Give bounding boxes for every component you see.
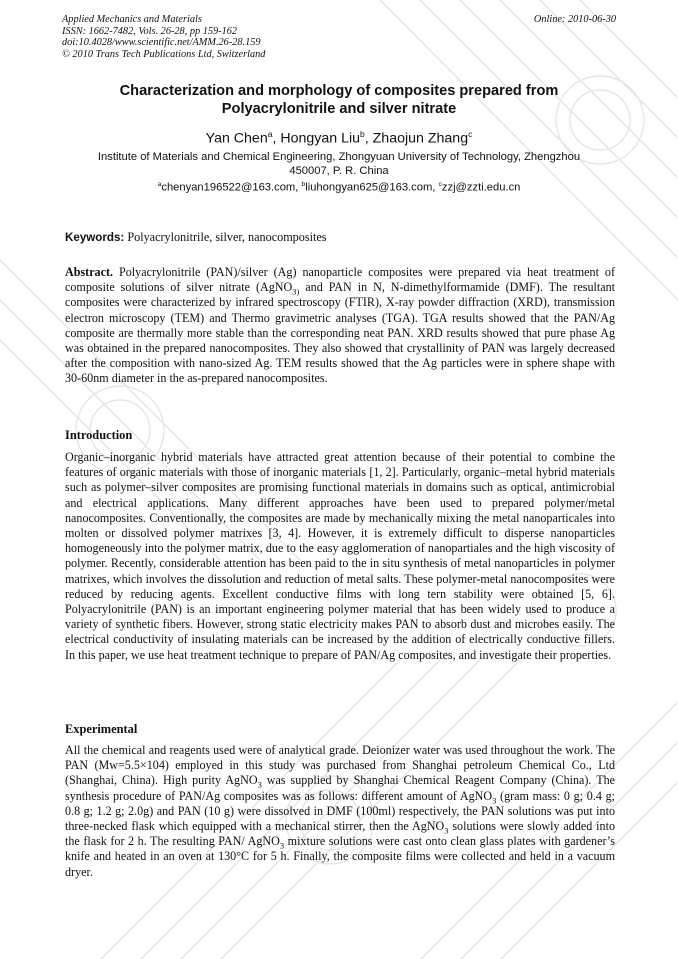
subscript: 3 [257, 779, 262, 790]
title-line-2: Polyacrylonitrile and silver nitrate [221, 100, 457, 117]
experimental-text-part: mixture solutions were cast onto clean glass plates with gardener’s knife and heated in an oven at 130°C for 5 h. Finally, the composite films were collected and held in a vacuum dryer. [65, 834, 615, 879]
author-mark: c [468, 129, 473, 139]
abstract-paragraph [65, 265, 615, 387]
email-list: $^a$chenyan196522@163.com, $^b$liuhongyan625@163.com, $^c$zzj@zzti.edu.cn [157, 181, 521, 194]
abstract-text-part: Polyacrylonitrile (PAN)/silver (Ag) nanoparticle composites were prepared via heat treatment of composite solutions of silver nitrate (AgNO [65, 265, 615, 295]
keywords-text: Polyacrylonitrile, silver, nanocomposites [127, 230, 327, 244]
abstract-label: Abstract. [65, 265, 114, 279]
email-mark: c [438, 181, 442, 188]
subscript: 3 [444, 825, 449, 836]
email-address: liuhongyan625@163.com [305, 181, 433, 194]
introduction-paragraph: Organic–inorganic hybrid materials have attracted great attention because of their potential to combine the features of organic materials with those of inorganic materials [1, 2]. Particularly, organic–metal hybrid materials such as polymer–silver composites are promising functional materials in domains such as optical, antimicrobial and electrical applications. Many different approaches have been used to prepared polymer/metal nanocomposites. Conventionally, the composites are made by mechanically mixing the metal nanoparticales into molten or dissolved polymer matrixes [3, 4]. However, it is extremely difficult to disperse nanoparticles homogeneously into the polymer matrix, due to the easy agglomeration of nanopartiales and the high viscosity of polymer. Recently, considerable attention has been paid to the in situ synthesis of metal nanoparticles in polymer matrixes, which involves the dissolution and reduction of metal salts. These polymer-metal nanocomposites were reduced by reducing agents. Excellent conductive films with long tern stability were obtained [5, 6]. Polyacrylonitrile (PAN) is an important engineering polymer material that has been widely used to produce a variety of synthetic fibers. However, strong static electricity makes PAN to absorb dust and microbes easily. The electrical conductivity of insulating materials can be increased by the addition of electrically conductive fillers. In this paper, we use heat treatment technique to prepare of PAN/Ag composites, and investigate their properties. [65, 450, 615, 662]
email-address: zzj@zzti.edu.cn [441, 181, 521, 194]
experimental-text-part: All the chemical and reagents used were of analytical grade. Deionizer water was used throughout the work. The PAN (Mw=5.5×104) employed in this study was purchased from Shanghai petroleum Chemical Co., Ltd (Shanghai, China). High purity AgNO [65, 743, 615, 788]
experimental-text-part: solutions were slowly added into the flask for 2 h. The resulting PAN/ AgNO [65, 819, 615, 849]
introduction-heading: Introduction [65, 428, 133, 442]
affiliation-line-1: Institute of Materials and Chemical Engineering, Zhongyuan University of Technology, Zhengzhou [97, 151, 581, 163]
journal-name: Applied Mechanics and Materials [62, 14, 202, 25]
author-name: Zhaojun Zhang [372, 130, 469, 147]
experimental-text-part: (gram mass: 0 g; 0.4 g; 0.8 g; 1.2 g; 2.0g) and PAN (10 g) were dissolved in DMF (100ml) respectively, the PAN solutions was put into three-necked flask which equipped with a mechanical stirrer, then the AgNO [65, 788, 615, 834]
author-name: Hongyan Liu [280, 130, 361, 147]
subscript: 3 [492, 795, 497, 806]
paper-title [50, 83, 628, 118]
doi-line: doi:10.4028/www.scientific.net/AMM.26-28.159 [62, 37, 261, 48]
author-mark: a [267, 129, 273, 139]
journal-meta [62, 14, 265, 60]
online-date: Online: 2010-06-30 [533, 14, 616, 25]
experimental-heading: Experimental [65, 722, 138, 736]
experimental-text-part: was supplied by Shanghai Chemical Reagent Company (China). The synthesis procedure of PAN/Ag composites was as follows: different amount of AgNO [65, 773, 616, 803]
affiliation [60, 151, 618, 178]
author-name: Yan Chen [205, 130, 268, 147]
title-line-1: Characterization and morphology of composites prepared from [119, 83, 559, 99]
keywords-label: Keywords: [65, 231, 125, 244]
author-mark: b [360, 129, 365, 139]
affiliation-line-2: 450007, P. R. China [289, 164, 389, 177]
subscript: 3 [279, 840, 285, 851]
email-mark: a [157, 181, 162, 188]
abstract-text-part: and PAN in N, N-dimethylformamide (DMF). The resultant composites were characterized by infrared spectroscopy (FTIR), X-ray powder diffraction (XRD), transmission electron microscopy (TEM) and Thermo gravimetric analyses (TGA). TGA results showed that the PAN/Ag composite are thermally more stable than the corresponding neat PAN. XRD results showed that pure phase Ag was obtained in the prepared nanocomposites. They also showed that crystallinity of PAN was largely decreased after the composition with nano-sized Ag. TEM results showed that the Ag particles were in sphere shape with 30-60nm diameter in the as-prepared nanocomposites. [65, 280, 615, 386]
email-mark: b [301, 181, 306, 188]
email-address: chenyan196522@163.com [161, 181, 296, 194]
copyright-line: © 2010 Trans Tech Publications Ltd, Switzerland [62, 48, 266, 60]
keywords-section [65, 230, 615, 245]
subscript: 3) [292, 286, 300, 297]
experimental-paragraph [65, 743, 615, 880]
issn-line: ISSN: 1662-7482, Vols. 26-28, pp 159-162 [62, 25, 238, 37]
author-list: Yan Chen$^a$, Hongyan Liu$^b$, Zhaojun Zhang$^c$ [205, 129, 473, 147]
